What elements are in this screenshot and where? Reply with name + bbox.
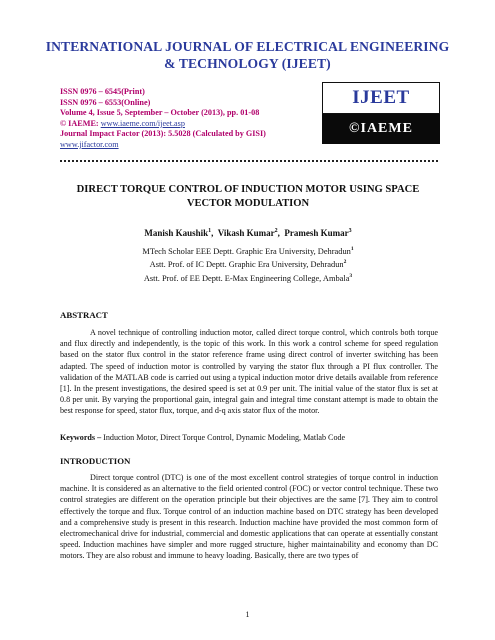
impact-factor: Journal Impact Factor (2013): 5.5028 (Calculated by GISI) <box>60 129 266 139</box>
affiliation: MTech Scholar EEE Deptt. Graphic Era University, Dehradun <box>142 246 351 256</box>
author-sup: 2 <box>274 228 278 234</box>
dotted-divider <box>60 160 438 162</box>
affiliation-sup: 3 <box>349 272 353 279</box>
jif-link[interactable]: www.jifactor.com <box>60 139 119 149</box>
iaeme-badge: ©IAEME <box>322 114 440 144</box>
author-sup: 3 <box>348 228 352 234</box>
affiliation: Astt. Prof. of IC Deptt. Graphic Era University, Dehradun <box>149 260 344 270</box>
keywords-text: Induction Motor, Direct Torque Control, Dynamic Modeling, Matlab Code <box>103 433 346 442</box>
issn-print: ISSN 0976 – 6545(Print) <box>60 87 145 96</box>
affiliation-sup: 1 <box>350 246 354 252</box>
journal-meta <box>60 87 320 151</box>
iaeme-link[interactable]: www.iaeme.com/ijeet.asp <box>100 118 185 128</box>
author-name: Manish Kaushik <box>144 228 209 238</box>
volume-issue: Volume 4, Issue 5, September – October (2013), pp. 01-08 <box>60 108 260 118</box>
journal-title: INTERNATIONAL JOURNAL OF ELECTRICAL ENGINEERING & TECHNOLOGY (IJEET) <box>45 39 450 71</box>
affiliation-list <box>60 244 436 284</box>
affiliation-sup: 2 <box>343 259 347 266</box>
introduction-text: Direct torque control (DTC) is one of the most excellent control strategies of torque control in induction machine. It is considered as an alternative to the field oriented control (FOC) or vector control technique. These two control strategies are different on the operation principle but their objectives are the same [7]. They aim to control effectively the torque and flux. Torque control of an induction machine based on DTC strategy has been developed and a comprehensive study is present in this research. Induction machine have provided the most common form of electromechanical drive for industrial, commercial and domestic applications that can operate at essentially constant speed. Induction machines have simpler and more rugged structure, higher maintainability and economy than DC motors. They are also robust and immune to heavy loading. Basically, there are two types of <box>60 473 438 561</box>
author-list: Manish Kaushik$^1$, Vikash Kumar$^2$, Pramesh Kumar$^3$ <box>144 228 352 238</box>
page-number: 1 <box>245 610 250 619</box>
author-name: Vikash Kumar <box>217 228 275 238</box>
keywords-line <box>60 433 438 442</box>
author-sup: 1 <box>208 228 212 234</box>
ijeet-logo: IJEET <box>322 82 440 114</box>
iaeme-label: © IAEME: <box>60 118 101 128</box>
author-name: Pramesh Kumar <box>284 228 349 238</box>
paper-title: DIRECT TORQUE CONTROL OF INDUCTION MOTOR USING SPACE VECTOR MODULATION <box>76 184 420 209</box>
introduction-heading: INTRODUCTION <box>60 456 131 466</box>
keywords-label: Keywords – <box>60 433 104 442</box>
iaeme-line <box>60 119 320 130</box>
affiliation: Astt. Prof. of EE Deptt. E-Max Engineering College, Ambala <box>143 273 350 283</box>
abstract-text: A novel technique of controlling induction motor, called direct torque control, which controls both torque and flux directly and independently, is the topic of this work. In this work a control scheme for speed regulation based on the stator flux control in the stator reference frame using direct control of inverter switching has been adapted. The speed of induction motor is controlled by varying the stator flux through a PI flux controller. The validation of the MATLAB code is carried out using a typical induction motor drive details available from reference [1]. In the present investigations, the desired speed is set at 0.9 per unit. The initial value of the stator flux is set at 0.8 per unit. By varying the proportional gain, integral gain and integral time constant attempt is made to obtain the best response for speed, stator flux, torque, and d-q axis stator flux of the motor. <box>60 328 438 416</box>
issn-online: ISSN 0976 – 6553(Online) <box>60 97 151 107</box>
abstract-heading: ABSTRACT <box>60 310 108 320</box>
